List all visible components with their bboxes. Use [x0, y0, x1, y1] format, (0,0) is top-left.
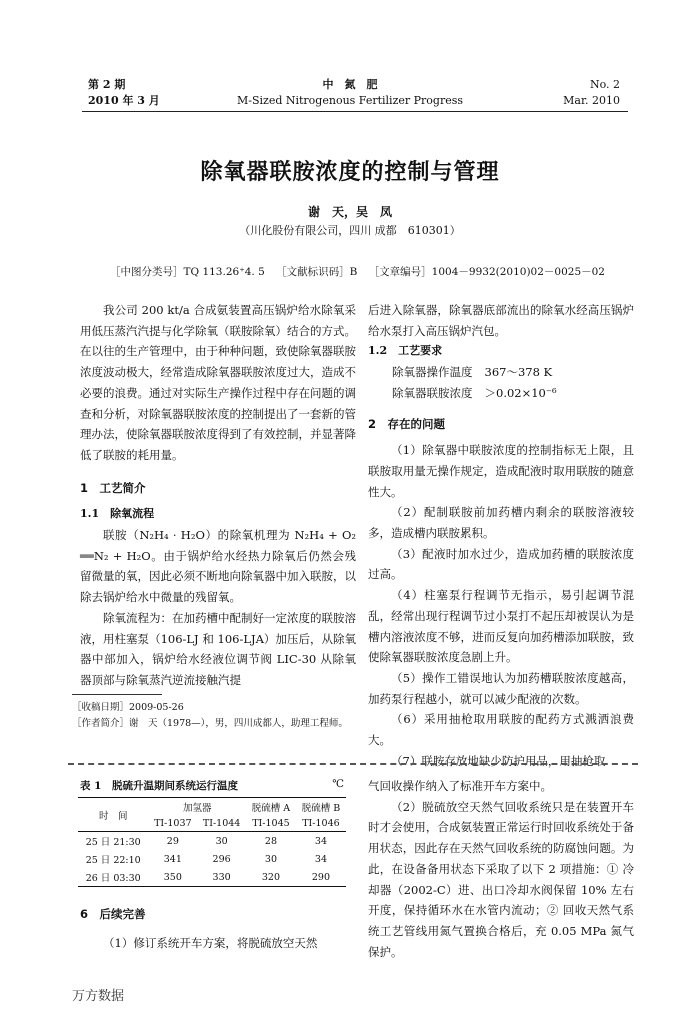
- table-header-group: 加氢器: [148, 798, 246, 817]
- table-row: [78, 868, 346, 887]
- table-unit: ℃: [332, 778, 344, 790]
- deoxidation-mechanism-paragraph: 联胺（N₂H₄ · H₂O）的除氧机理为 N₂H₄ + O₂ ══N₂ + H₂O。由于锅炉给水经热力除氧后仍然会残留微量的氧，因此必须不断地向除氧器中加入联胺，以除去锅炉给水中微量的残留氧。: [80, 528, 356, 605]
- table-cell: 30: [215, 835, 228, 847]
- table-cell: 28: [264, 835, 277, 847]
- table-header-group: 脱硫槽 A: [246, 798, 296, 817]
- classification-line: [110, 264, 613, 279]
- table-cell: 296: [212, 853, 231, 865]
- requirement-hydrazine: [368, 383, 634, 404]
- problem-item-2: （2）配制联胺前加药槽内剩余的联胺溶液较多，造成槽内联胺累积。: [368, 505, 634, 541]
- requirement-label: 除氧器联胺浓度: [392, 385, 473, 400]
- table-cell: 341: [163, 853, 182, 865]
- table-cell: 25 日 21:30: [85, 837, 141, 848]
- problem-item-4: （4）柱塞泵行程调节无指示，易引起调节混乱，经常出现行程调节过小泵打不起压却被误认为是槽内溶液浓度不够，进而反复向加药槽添加联胺，致使除氧器联胺浓度急剧上升。: [368, 588, 634, 665]
- authors: 谢 天，吴 凤: [307, 205, 392, 219]
- journal-name-en: M-Sized Nitrogenous Fertilizer Progress: [236, 94, 464, 107]
- header-rule: [82, 111, 628, 112]
- table-column-header: TI-1044: [197, 816, 246, 832]
- deoxidation-process-paragraph: 除氧流程为：在加药槽中配制好一定浓度的联胺溶液，用柱塞泵（106-LJ 和 106-LJA）加压后，从除氧器中部加入，锅炉给水经液位调节阀 LIC-30 从除氧器顶部与除氧蒸汽逆流接触汽提: [80, 610, 356, 687]
- left-column: [80, 300, 356, 691]
- table-cell: 26 日 03:30: [78, 868, 148, 887]
- table-cell: 320: [246, 868, 296, 887]
- watermark-text: 万方数据: [72, 989, 125, 1004]
- subsection-1-1-heading: 1.1 除氧流程: [80, 507, 155, 521]
- table-cell: 290: [296, 868, 346, 887]
- right-continuation: 后进入除氧器，除氧器底部流出的除氧水经高压锅炉给水泵打入高压锅炉汽包。: [368, 303, 634, 338]
- table-row: [78, 832, 346, 851]
- table-cell: 34: [314, 853, 327, 865]
- table-cell: 30: [264, 853, 277, 865]
- author-bio: ［作者简介］谢 天（1978—），男，四川成都人，助理工程师。: [72, 718, 348, 729]
- table-column-header: TI-1037: [148, 816, 197, 832]
- document-code: ［文献标识码］B: [276, 266, 358, 278]
- problem-item-7: （7）联胺存放地缺少防护用品，用抽枪取: [391, 753, 606, 768]
- problem-item-6: （6）采用抽枪取用联胺的配药方式溅洒浪费大。: [368, 712, 634, 748]
- temperature-table: [78, 797, 346, 887]
- problem-item-1: （1）除氧器中联胺浓度的控制指标无上限，且联胺取用量无操作规定，造成配液时取用联胺的随意性大。: [368, 443, 634, 499]
- section-6-heading: 6 后续完善: [80, 907, 146, 921]
- section-1-heading: 1 工艺简介: [80, 480, 146, 495]
- problem-item-5: （5）操作工错误地认为加药槽联胺浓度越高，加药泵行程越小，就可以减少配液的次数。: [368, 670, 634, 706]
- intro-paragraph: 我公司 200 kt/a 合成氨装置高压锅炉给水除氧采用低压蒸汽汽提与化学除氧（联胺除氧）结合的方式。在以往的生产管理中，由于种种问题，致使除氧器联胺浓度波动极大，经常造成除氧器联胺浓度过大，造成不必要的浪费。通过对实际生产操作过程中存在问题的调查和分析，对除氧器联胺浓度的控制提出了一套新的管理办法，使除氧器联胺浓度得到了有效控制，并显著降低了联胺的耗用量。: [80, 303, 356, 462]
- table-header-time: 时 间: [78, 798, 148, 832]
- lower-left-column: [80, 898, 356, 953]
- table-cell: 34: [314, 835, 327, 847]
- table-column-header: TI-1046: [296, 816, 346, 832]
- table-header-group: 脱硫槽 B: [296, 798, 346, 817]
- header-date-en: Mar. 2010: [563, 94, 620, 107]
- article-number: ［文章编号］1004－9932(2010)02－0025－02: [368, 266, 605, 278]
- lower-right-column: [368, 776, 634, 962]
- table-cell: 350: [148, 868, 197, 887]
- received-date: ［收稿日期］2009-05-26: [72, 702, 184, 713]
- header-issue-en: No. 2 Mar. 2010: [563, 78, 620, 107]
- requirement-value: ＞0.02×10⁻⁶: [484, 385, 557, 400]
- requirement-temperature: [368, 362, 634, 383]
- subsection-1-2-heading: 1.2 工艺要求: [368, 344, 443, 358]
- article-divider: [68, 763, 638, 765]
- improvement-continuation: 气回收操作纳入了标准开车方案中。: [368, 779, 552, 793]
- header-issue: 第 2 期 2010 年 3 月: [88, 78, 160, 107]
- table-caption: 表 1 脱硫升温期间系统运行温度 ℃: [80, 778, 344, 792]
- requirement-value: 367～378 K: [484, 365, 553, 380]
- header-date: 2010 年 3 月: [88, 94, 160, 107]
- improvement-item-2: （2）脱硫放空天然气回收系统只是在装置开车时才会使用，合成氨装置正常运行时回收系统处于备用状态，因此存在天然气回收系统的防腐蚀问题。为此，在设备备用状态下采取了以下 2 项措施：① 冷却器（2002-C）进、出口冷却水阀保留 10% 左右开度，保持循环水在水管内流动；② 回收天然气系统工艺管线用氮气置换合格后，充 0.05 MPa 氮气保护。: [368, 799, 634, 959]
- table-cell: 25 日 22:10: [85, 855, 141, 866]
- section-2-heading: 2 存在的问题: [368, 416, 446, 431]
- footnote: [72, 700, 357, 732]
- journal-name-cn: 中 氮 肥: [322, 78, 378, 91]
- article-title: 除氧器联胺浓度的控制与管理: [200, 160, 500, 185]
- requirement-label: 除氧器操作温度: [392, 365, 473, 380]
- table-cell: 29: [166, 835, 179, 847]
- affiliation: （川化股份有限公司，四川 成都 610301）: [239, 224, 461, 237]
- footnote-rule: [72, 694, 162, 695]
- table-row: [78, 850, 346, 868]
- clc-number: ［中图分类号］TQ 113.26⁺4. 5: [110, 266, 265, 278]
- table-cell: 330: [197, 868, 246, 887]
- improvement-item-1: （1）修订系统开车方案，将脱硫放空天然: [103, 935, 318, 950]
- right-column: [368, 300, 634, 771]
- problem-item-3: （3）配液时加水过少，造成加药槽的联胺浓度过高。: [368, 546, 634, 582]
- table-column-header: TI-1045: [246, 816, 296, 832]
